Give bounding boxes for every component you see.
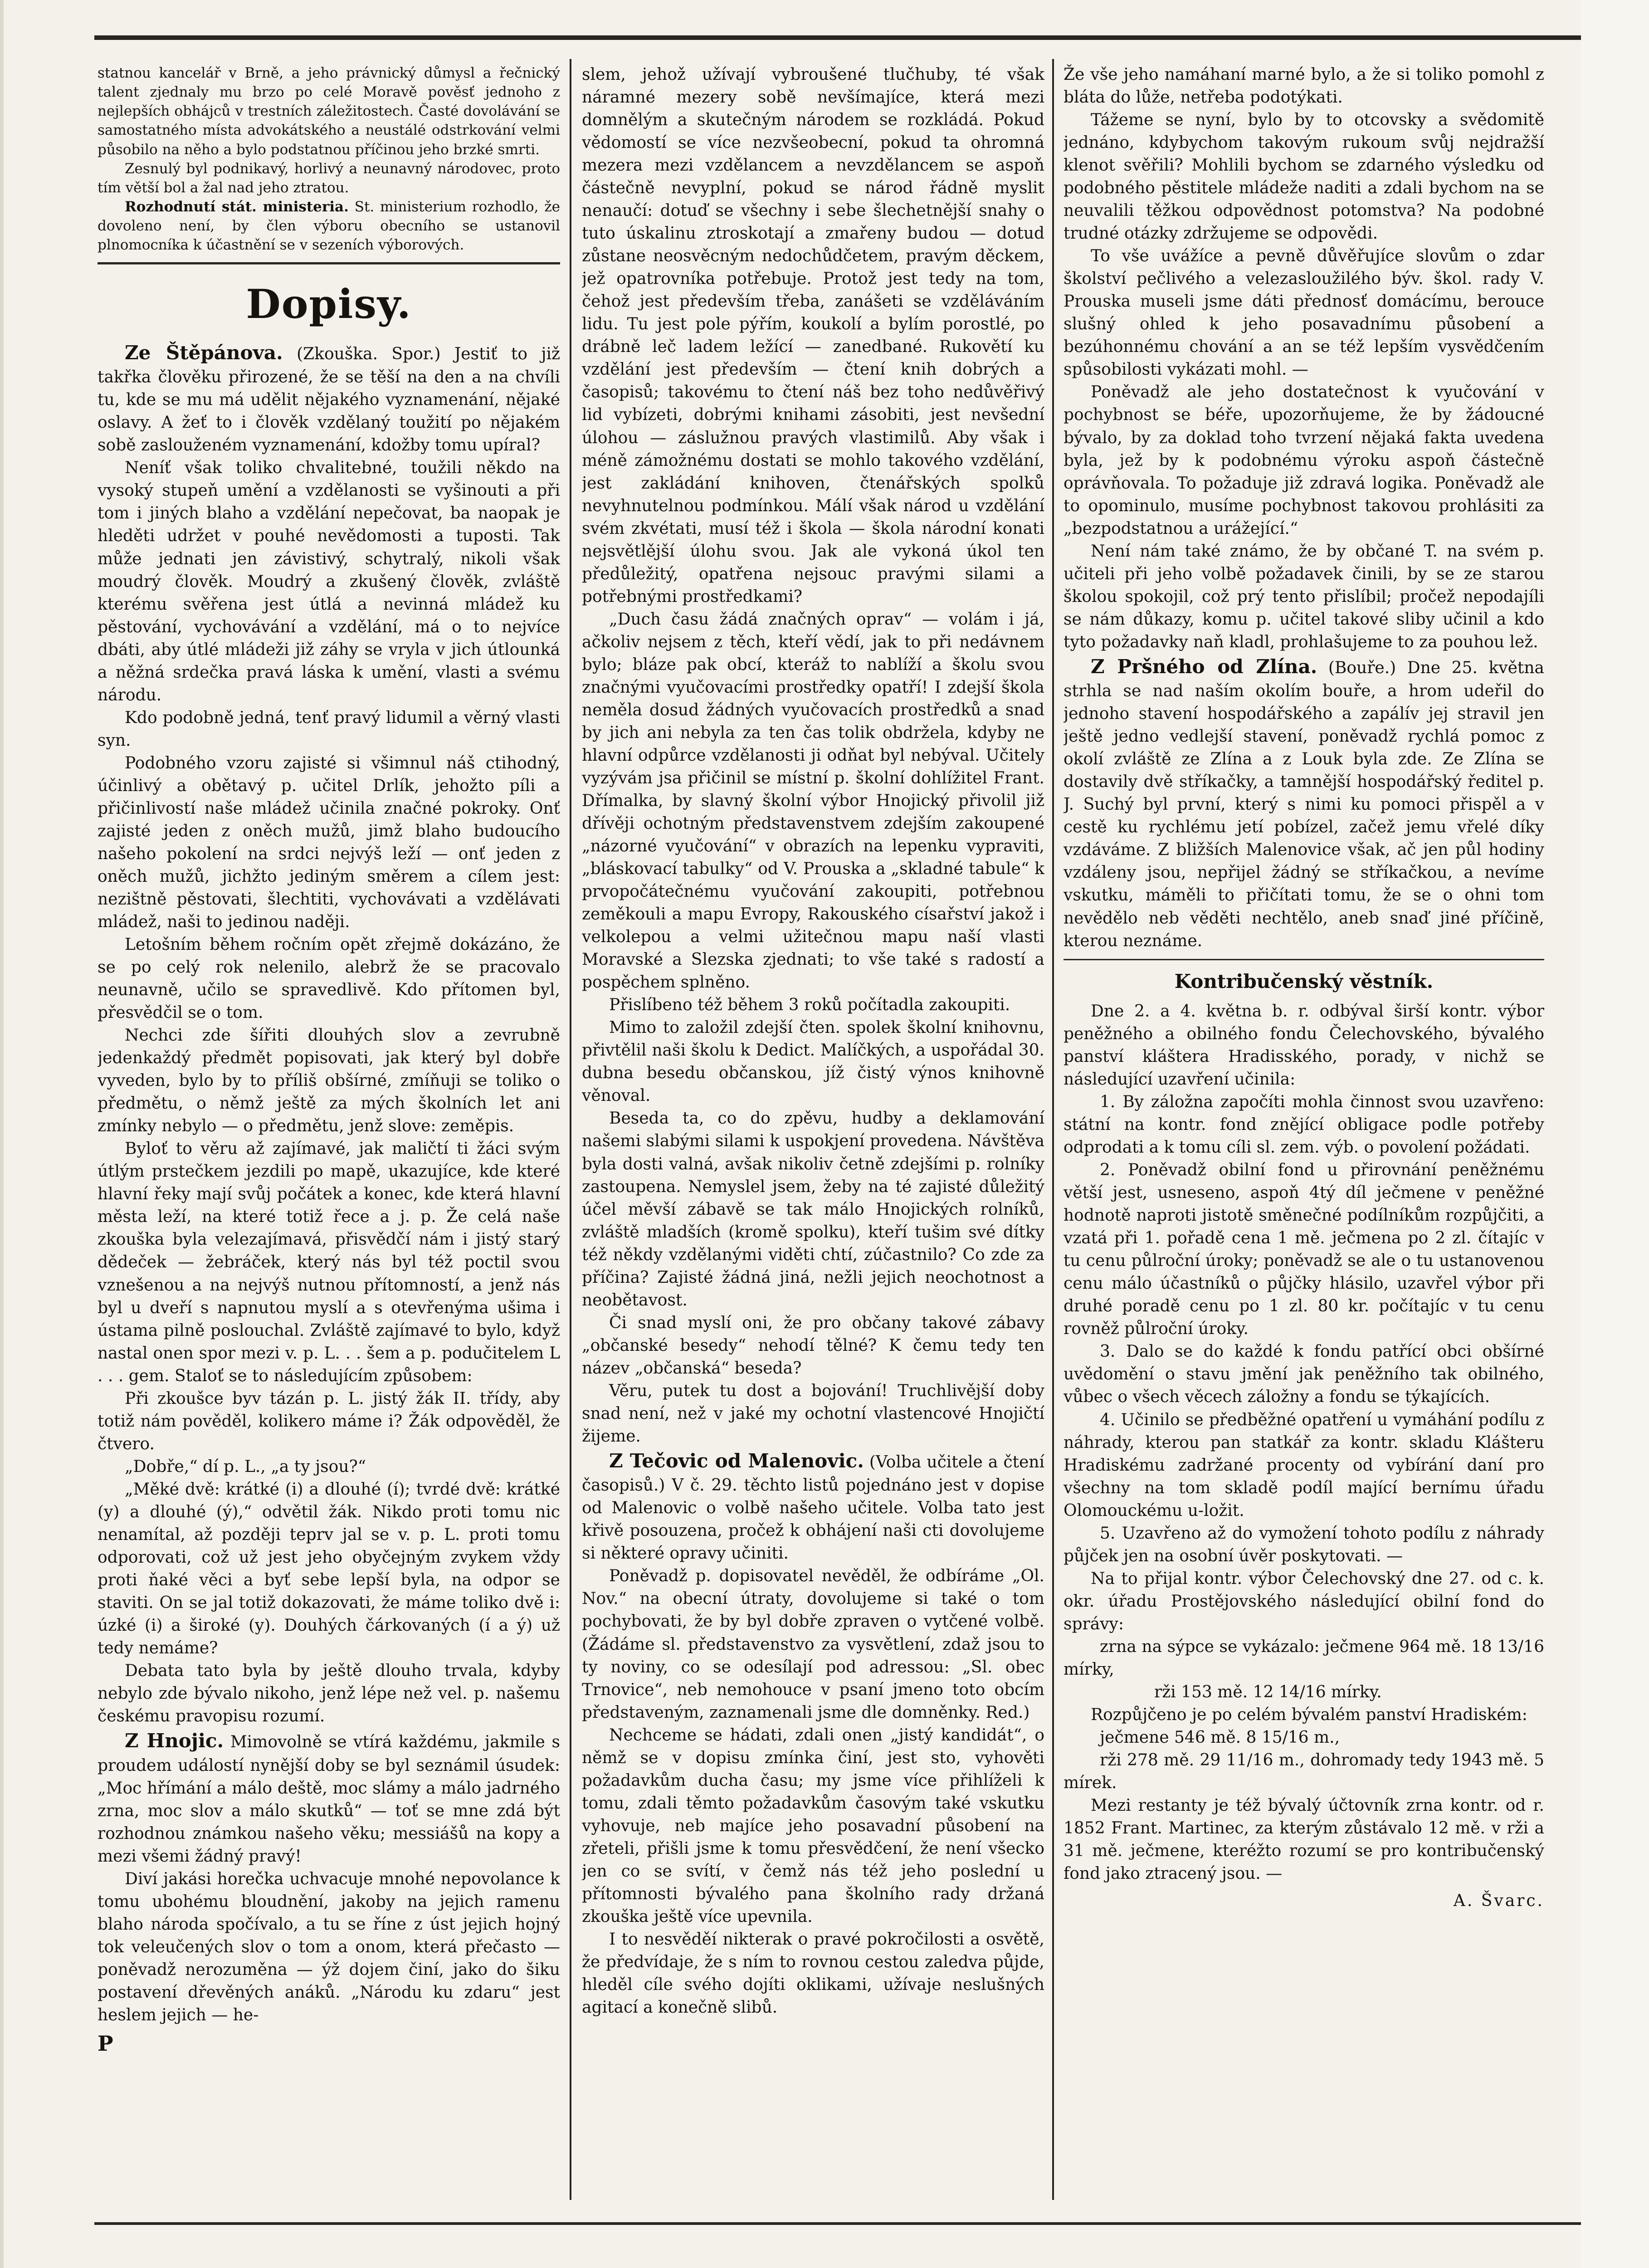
paragraph: Na to přijal kontr. výbor Čelechovský dne 27. od c. k. okr. úřadu Prostějovského následující obilní fond do správy:	[1064, 1569, 1544, 1633]
dateline-hnojic: Z Hnojic.	[125, 1730, 224, 1752]
paragraph: „Dobře,“ dí p. L., „a ty jsou?“	[125, 1457, 366, 1476]
paragraph: Přislíbeno též během 3 roků počítadla zakoupiti.	[609, 996, 1010, 1015]
paragraph: Nechci zde šířiti dlouhých slov a zevrubně jedenkaždý předmět popisovati, jak který byl dobře vyveden, bylo by to příliš obšírné, zmíňuji se toliko o předmětu, o němž ještě za mých školních let ani zmínky nebylo — o předmětu, jenž slove: zeměpis.	[98, 1026, 560, 1136]
letter-prsne-text: (Bouře.) Dne 25. května strhla se nad naším okolím bouře, a hrom udeřil do jednoho stavení hospodářského a zapálív jej stravil jen ještě jedno vedlejší stavení, poněvadž rychlá pomoc z okolí zvláště ze Zlína a z Louk byla zde. Ze Zlína se dostavily dvě stříkačky, a tamnější hospodářský ředitel p. J. Suchý byl první, který s nimi ku pomoci přispěl a v cestě ku rychlému jetí pobízel, začež jemu vřelé díky vzdáváme. Z bližších Malenovice však, ač jen půl hodiny vzdáleny jsou, nepřijel žádný se stříkačkou, a nevíme vskutku, máměli to přičítati tomu, že se o ohni tom nevědělo neb věděti nechtělo, aneb snaď jiné příčině, kterou neznáme.	[1064, 658, 1544, 950]
paragraph: Debata tato byla by ještě dlouho trvala, kdyby nebylo zde bývalo nikoho, jenž lépe než vel. p. našemu českému pravopisu rozumí.	[98, 1662, 560, 1726]
dateline-tecovic: Z Tečovic od Malenovic.	[609, 1449, 864, 1472]
paragraph: Mezi restanty je též bývalý účtovník zrna kontr. od r. 1852 Frant. Martinec, za kterým zůstávalo 12 mě. v rži a 31 mě. ječmene, kteréžto rozumí se pro kontribučenský fond jako ztracený jsou. —	[1064, 1796, 1544, 1883]
grain-line: rži 278 mě. 29 11/16 m., dohromady tedy 1943 mě. 5 mírek.	[1064, 1750, 1544, 1792]
section-rule	[98, 262, 560, 264]
resolution-item: 4. Učinilo se předběžné opatření u vymáhání podílu z náhrady, kterou pan statkář za kontr. skladu Klášteru Hradiskému zadržané procenty od vybírání daní pro všechny na tom skladě podíl mající bernímu úřadu Olomouckému u-ložit.	[1064, 1410, 1544, 1520]
paragraph: Poněvadž p. dopisovatel nevěděl, že odbíráme „Ol. Nov.“ na obecní útraty, dovolujeme si také o tom pochybovati, že by byl dobře zpraven o vytčené volbě. (Žádáme sl. představenstvo za vysvětlení, zdaž jsou to ty noviny, co se odesílají pod adressou: „Sl. obec Trnovice“, neb nemohouce v psaní jmeno toto obcím představeným, zaznamenali jsme dle domněnky. Red.)	[582, 1567, 1044, 1722]
signature: A. Švarc.	[1453, 1892, 1544, 1911]
resolution-item: 2. Poněvadž obilní fond u přirovnání peněžnému větší jest, usneseno, aspoň 4tý díl ječmene v peněžné hodnotě naproti jistotě směnečné podílníkům rozpůjčiti, a vzatá při 1. pořadě cena 1 mě. ječmena po 2 zl. čítajíc v tu cenu půlroční úroky; poněvadž se ale o tu ustanovenou cenu málo účastníků o půjčky hlásilo, uzavřel výbor při druhé poradě cenu po 1 zl. 80 kr. počítajíc v tu cenu rovněž půlroční úroky.	[1064, 1161, 1544, 1339]
resolution-item: 1. By záložna započíti mohla činnost svou uzavřeno: státní na kontr. fond znějící obligace podle potřeby odprodati a k tomu cíli sl. zem. výb. o povolení požádati.	[1064, 1093, 1544, 1157]
section-heading-kontribucensky: Kontribučenský věstník.	[1174, 970, 1434, 992]
grain-line: rži 153 mě. 12 14/16 mírky.	[1154, 1682, 1382, 1701]
column-1	[98, 64, 560, 2195]
paragraph: Podobného vzoru zajisté si všimnul náš ctihodný, účinlivý a obětavý p. učitel Drlík, jehožto píli a přičinlivostí naše mládež učinila značné pokroky. Onť zajisté jeden z oněch mužů, jimž blaho budoucího našeho pokolení na srdci nejvýš leží — onť jeden z oněch mužů, jichžto jediným směrem a cílem jest: nezištně pěstovati, šlechtiti, vychovávati a vzdělávati mládež, naši to jedinou naději.	[98, 753, 560, 931]
grain-line: ječmene 546 mě. 8 15/16 m.,	[1100, 1728, 1340, 1747]
paragraph: To vše uvážíce a pevně důvěřujíce slovům o zdar školství pečlivého a velezasloužilého býv. škol. rady V. Prouska museli jsme dáti přednosť domácímu, berouce slušný ohled k jeho posavadnímu působení a bezúhonnému chování a an se též lepším vysvědčením spůsobilosti vykázati mohl. —	[1064, 247, 1544, 379]
paragraph: Rozpůjčeno je po celém bývalém panství Hradiském:	[1091, 1705, 1527, 1724]
column-3	[1064, 64, 1544, 2195]
paragraph: Poněvadž ale jeho dostatečnost k vyučování v pochybnost se béře, upozorňujeme, že by žádoucné bývalo, by za doklad toho tvrzení nějaká fakta uvedena byla, jež by k podobnému výroku aspoň částečně oprávňovala. To požaduje již zdravá logika. Poněvadž ale to opominulo, musíme pochybnost takovou prohlásiti za „bezpodstatnou a urážející.“	[1064, 383, 1544, 538]
section-rule	[1064, 959, 1544, 960]
top-rule	[94, 35, 1581, 40]
letter-hnojic-text: Mimovolně se vtírá každému, jakmile s proudem událostí nynější doby se byl seznámil úsudek: „Moc hřímání a málo deště, moc slámy a málo jadrného zrna, moc slov a málo skutků“ — toť se mne zdá být rozhodnou známkou našeho věku; messiášů na kopy a mezi všemi žádný pravý!	[98, 1733, 560, 1866]
letter-tecovic-text: (Volba učitele a čtení časopisů.) V č. 29. těchto listů pojednáno jest v dopise od Malenovic o volbě našeho učitele. Volba tato jest křivě posouzena, pročež k obhájení naši cti dovolujeme si některé opravy učiniti.	[582, 1452, 1044, 1563]
obituary-note: Zesnulý byl podnikavý, horlivý a neunavný národovec, proto tím větší bol a žal nad jeho ztratou.	[98, 160, 560, 196]
paragraph: Letošním během ročním opět zřejmě dokázáno, že se po celý rok nelenilo, alebrž že se pracovalo neunavně, učilo se spravedlivě. Kdo přítomen byl, přesvědčil se o tom.	[98, 935, 560, 1022]
page-margin-right	[1581, 0, 1649, 2268]
ministry-decision-text: St. ministerium rozhodlo, že dovoleno není, by člen výboru obecního se ustanovil plnomocníka k účastnění se v sezeních výborových.	[98, 199, 560, 254]
column-divider-2	[1052, 59, 1054, 2200]
bottom-rule	[94, 2222, 1581, 2225]
paragraph: Při zkoušce byv tázán p. L. jistý žák II. třídy, aby totiž nám pověděl, kolikero máme i? Žák odpověděl, že čtvero.	[98, 1389, 560, 1453]
paragraph: Není nám také známo, že by občané T. na svém p. učiteli při jeho volbě požadavek činili, by se ze starou školou spokojil, což prý tento přislíbil; pročež nepodajíli se nám důkazy, komu p. učitel takové sliby učinil a kdo tyto požadavky naň kladl, prohlašujeme to za pouhou lež.	[1064, 542, 1544, 651]
paragraph: „Duch času žádá značných oprav“ — volám i já, ačkoliv nejsem z těch, kteří vědí, jak to při nedávnem bylo; bláze pak obcí, kteráž to nablíží a školu svou značnými vyučovacími prostředky opatří! I zdejší škola neměla dosud žádných vyučovacích prostředků a snad by jich ani nebyla za ten čas tolik obdržela, kdyby ne hlavní odpůrce vzdělanosti ji odňat byl nebýval. Učitely vyzývám jsa přičinil se místní p. školní dohlížitel Frant. Dřímalka, by slavný školní výbor Hnojický přivolil již dřívěji ochotným představenstvem zdejším zakoupené „názorné vyučování“ v obrazích na lepenku vypraviti, „bláskovací tabulky“ od V. Prouska a „skladné tabule“ k prvopočátečnému vyučování zakoupiti, potřebnou zeměkouli a mapu Evropy, Rakouského císařství jakož i velkolepou a velmi užitečnou mapu naší vlasti Moravské a Slezska zjednati; to vše také s radostí a pospěchem splněno.	[582, 610, 1044, 992]
paragraph: „Měké dvě: krátké (i) a dlouhé (í); tvrdé dvě: krátké (y) a dlouhé (ý),“ odvětil žák. Nikdo proti tomu nic nenamítal, až později teprv jal se v. p. L. proti tomu odporovati, což už jest jeho obyčejným zvykem vždy proti ňaké věci a byť sebe lepší byla, na odpor se staviti. On se jal totiž dokazovati, že máme toliko dvě i: úzké (i) a široké (y). Douhých čárkovaných (í a ý) už tedy nemáme?	[98, 1480, 560, 1657]
paragraph: slem, jehož užívají vybroušené tlučhuby, té však náramné mezery sobě nevšímajíce, která mezi domnělým a skutečným národem se rozkládá. Pokud vědomostí se více nezvšeobecní, pokud ta ohromná mezera mezi vzdělancem a nevzdělancem se aspoň částečně nevyplní, pokud se národ řádně myslit nenaučí: dotuď se všechny i sebe šlechetnější snahy o tuto úskalinu ztroskotají a zmařeny budou — dotud zůstane neosvěcným nedochůdčetem, pravým děckem, jež opatrovníka potřebuje. Protož jest tedy na tom, čehož jest především třeba, zanášeti se vzděláváním lidu. Tu jest pole pýřím, koukolí a bylím porostlé, po drábně leč ladem ležící — zanedbané. Rukovětí ku vzdělání jest především — čtení knih dobrých a časopisů; takovému to čtení náš bez toho nedůvěřivý lid vybízeti, dobrými knihami zásobiti, jest nevšední úlohou — záslužnou pravých vlastimilů. Aby však i méně zámožnému dostati se mohlo takového vzdělání, jest zakládání knihoven, čtenářských spolků nevyhnutelnou podmínkou. Málí však národ u vzdělání svém zkvétati, musí též i škola — škola národní konati nejsvětlější úlohu svou. Jak ale vykoná úkol ten předůležitý, opatřena nejsouc pravými silami a potřebnými prostředkami?	[582, 65, 1044, 606]
paragraph: Diví jakási horečka uchvacuje mnohé nepovolance k tomu ubohému bloudnění, jakoby na jejich ramenu blaho národa spočívalo, a tu se říne z úst jejich hojný tok veleučených slov o tom a onom, která přečasto — poněvadž nerozuměna — ýž dojem činí, jako do šiku postavení dřevěných anáků. „Národu ku zdaru“ jest heslem jejich — he-	[98, 1869, 560, 2024]
paragraph: Či snad myslí oni, že pro občany takové zábavy „občanské besedy“ nehodí tělné? K čemu tedy ten název „občanská“ beseda?	[582, 1313, 1044, 1378]
paragraph: Nechceme se hádati, zdali onen „jistý kandidát“, o němž se v dopisu zmínka činí, jest sto, vyhověti požadavkům ducha času; my jsme více přihlíželi k tomu, zdali těmto požadavkům časovým také vskutku vyhovuje, neb majíce jeho posavadní působení na zřeteli, přišli jsme k tomu přesvědčení, že není všecko jen co se svítí, v čemž nás též jeho poslední u přítomnosti bývalého pana školního rady držaná zkouška ještě více upevnila.	[582, 1725, 1044, 1926]
paragraph: Neníť však toliko chvalitebné, toužili někdo na vysoký stupeň umění a vzdělanosti se vyšinouti a při tom i jiných blaho a vzdělání nepečovat, ba naopak je hleděti udržet v pouhé nevědomosti a tuposti. Tak může jednati jen závistivý, schytralý, nikoli však moudrý člověk. Moudrý a zkušený člověk, zvláště kterému svěřena jest útlá a nevinná mládež ku pěstování, vychovávání a vzdělání, má o to nejvíce dbáti, aby útlé mládeži již záhy se vryla v jich útlounká a něžná srdečka pravá láska k umění, vlasti a svému národu.	[98, 459, 560, 704]
dateline-stepanov: Ze Štěpánova.	[125, 341, 283, 364]
dateline-prsne: Z Pršného od Zlína.	[1091, 655, 1317, 678]
paragraph: Beseda ta, co do zpěvu, hudby a deklamování našemi slabými silami k uspokjení provedena. Návštěva byla dosti valná, avšak nikoliv četně zdejšími p. rolníky zastoupena. Nemyslel jsem, žeby na té zajisté důležitý účel měvší zábavě se tak málo Hnojických rolníků, zvláště mladších (kromě spolku), kteří tušim své dítky též někdy vzdělanými viděti chtí, zúčastnilo? Co zde za příčina? Zajisté žádná jiná, nežli jejich neochotnost a neobětavost.	[582, 1109, 1044, 1310]
paragraph: Věru, putek tu dost a bojování! Truchlivější doby snad není, než v jaké my ochotní vlastencové Hnojičtí žijeme.	[582, 1381, 1044, 1446]
paragraph: Že vše jeho namáhaní marné bylo, a že si toliko pomohl z bláta do lůže, netřeba podotýkati.	[1064, 65, 1544, 107]
paragraph: Dne 2. a 4. května b. r. odbýval širší kontr. výbor peněžného a obilného fondu Čelechovského, bývalého panství kláštera Hradisského, porady, v nichž se následující uzavření učinila:	[1064, 1002, 1544, 1089]
page-edge-shadow	[0, 0, 4, 2268]
paragraph: I to nesvěděí nikterak o pravé pokročilosti a osvětě, že předvídaje, že s ním to rovnou cestou zaledva půjde, hleděl cíle svého dojíti oklikami, užívaje neslušných agitací a konečně slibů.	[582, 1930, 1044, 2017]
paragraph: Tážeme se nyní, bylo by to otcovsky a svědomitě jednáno, kdybychom takovým rukoum svůj nejdražší klenot svěřili? Mohlili bychom se zdarného výsledku od podobného pěstitele mládeže naditi a zdali bychom na se neuvalili těžkou odpovědnost potomstva? Na podobné trudné otázky zdržujeme se odpovědi.	[1064, 111, 1544, 243]
paragraph: Byloť to věru až zajímavé, jak maličtí ti žáci svým útlým prstečkem jezdili po mapě, ukazujíce, kde které hlavní řeky mají svůj počátek a konec, kde která hlavní města leží, na které totiž řece a j. p. Že celá naše zkouška byla velezajímavá, přisvědčí nám i jistý starý dědeček — žebráček, který nás byl též poctil svou vznešenou a na nejvýš nutnou přítomností, a jenž nás byl u dveří s napnutou myslí a s otevřenýma ušima i ústama pilně poslouchal. Zvláště zajímavé to bylo, když nastal onen spor mezi v. p. L. . . šem a p. podučitelem L . . . gem. Staloť se to následujícím způsobem:	[98, 1139, 560, 1385]
letter-stepanov-text: (Zkouška. Spor.) Jestiť to již takřka člověku přirozené, že se těší na den a na chvíli tu, kde se mu má udělit nějakého vyznamenání, nějaké oslavy. A žeť to i člověk vzdělaný toužití po nějakém sobě zaslouženém vyznamenání, kdožby tomu upíral?	[98, 344, 560, 455]
resolution-item: 5. Uzavřeno až do vymožení tohoto podílu z náhrady půjček jen na osobní úvěr poskytovati. —	[1064, 1524, 1544, 1565]
grain-line: zrna na sýpce se vykázalo: ječmene 964 mě. 18 13/16 mírky,	[1064, 1637, 1544, 1679]
paragraph: Mimo to založil zdejší čten. spolek školní knihovnu, přivtělil naši školu k Dedict. Malíčkých, a uspořádal 30. dubna besedu občanskou, jíž čistý výnos knihovně věnoval.	[582, 1018, 1044, 1105]
resolution-item: 3. Dalo se do každé k fondu patřící obci obšírné uvědomění o stavu jmění jak peněžního tak obilného, vůbec o všech věcech záložny a fondu se týkajících.	[1064, 1342, 1544, 1407]
folio-mark: P	[98, 2031, 113, 2056]
column-divider-1	[570, 59, 571, 2200]
ministry-decision-lead: Rozhodnutí stát. ministeria.	[125, 199, 349, 215]
column-2	[582, 64, 1044, 2195]
article-intro: statnou kancelář v Brně, a jeho právnický důmysl a řečnický talent zjednaly mu brzo po celé Moravě pověsť jednoho z nejlepších obhájců v trestních záležitostech. Časté dovolávání se samostatného místa advokátského a neustálé odstrkování velmi působilo na něho a bylo podstatnou příčinou jeho brzké smrti.	[98, 65, 560, 158]
section-heading-dopisy: Dopisy.	[246, 280, 412, 327]
paragraph: Kdo podobně jedná, tenť pravý lidumil a věrný vlasti syn.	[98, 708, 560, 750]
